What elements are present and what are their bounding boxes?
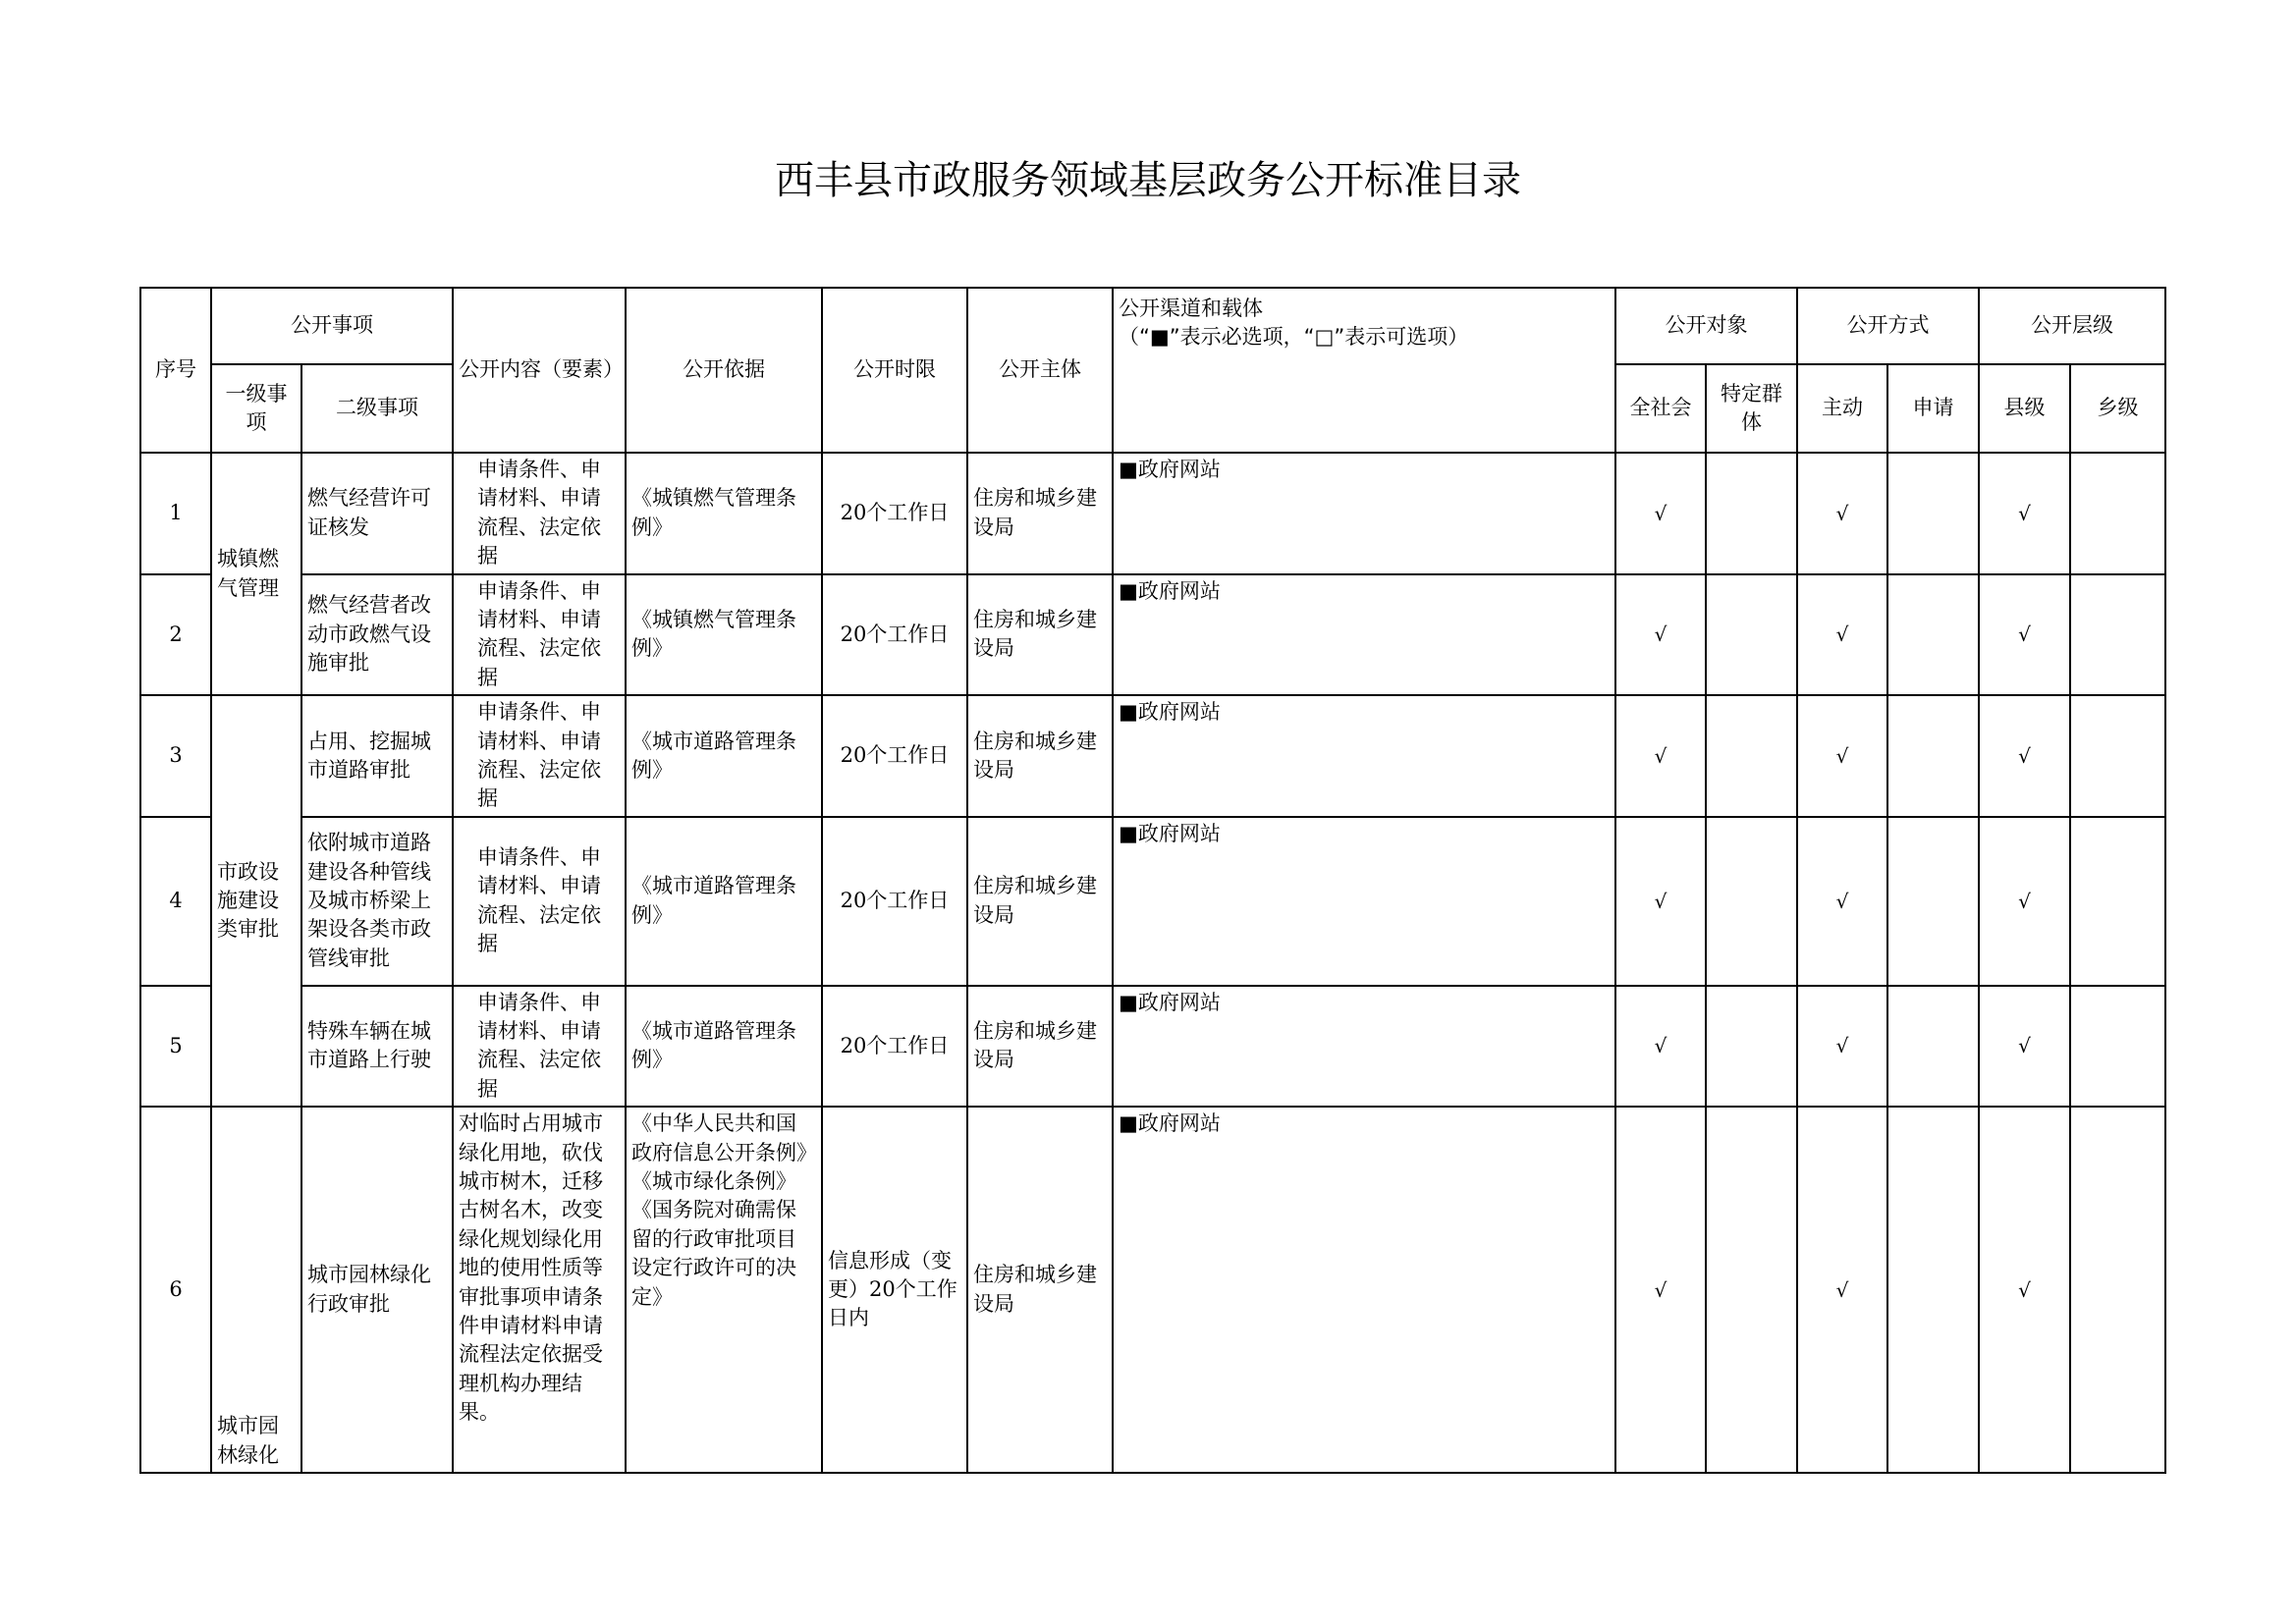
level-county-check: √ (1979, 695, 2070, 817)
subject-cell: 住房和城乡建设局 (967, 695, 1113, 817)
header-seq: 序号 (140, 288, 211, 453)
subject-cell: 住房和城乡建设局 (967, 817, 1113, 986)
catalog-table (139, 287, 2166, 1474)
header-channel-title: 公开渠道和载体 (1119, 297, 1263, 320)
level-township-check (2070, 453, 2165, 574)
header-subject: 公开主体 (967, 288, 1113, 453)
subject-cell: 住房和城乡建设局 (967, 986, 1113, 1108)
table-row (140, 453, 2165, 574)
header-row-1 (140, 288, 2165, 364)
subject-cell: 住房和城乡建设局 (967, 574, 1113, 696)
audience-all-check: √ (1615, 986, 1706, 1108)
basis-cell: 《城市道路管理条例》 (626, 986, 822, 1108)
group-cell-municipal: 市政设施建设类审批 (211, 695, 301, 1107)
content-cell: 申请条件、申请材料、申请流程、法定依据 (453, 817, 626, 986)
header-level-township: 乡级 (2070, 364, 2165, 453)
header-audience-specific: 特定群体 (1706, 364, 1797, 453)
table-row (140, 986, 2165, 1108)
audience-specific-check (1706, 817, 1797, 986)
subject-cell: 住房和城乡建设局 (967, 1107, 1113, 1473)
header-level2: 二级事项 (301, 364, 453, 453)
seq-cell: 2 (140, 574, 211, 696)
method-apply-check (1887, 817, 1979, 986)
item-cell: 依附城市道路建设各种管线及城市桥梁上架设各类市政管线审批 (301, 817, 453, 986)
header-method: 公开方式 (1797, 288, 1979, 364)
item-cell: 燃气经营许可证核发 (301, 453, 453, 574)
audience-specific-check (1706, 453, 1797, 574)
channel-cell: ■政府网站 (1113, 695, 1615, 817)
time-limit-cell: 20个工作日 (822, 986, 967, 1108)
table-row (140, 1107, 2165, 1473)
basis-cell: 《城市道路管理条例》 (626, 817, 822, 986)
header-channel-note: （“■”表示必选项，“□”表示可选项） (1119, 325, 1469, 350)
page-title: 西丰县市政服务领域基层政务公开标准目录 (775, 158, 1521, 203)
content-cell: 对临时占用城市绿化用地，砍伐城市树木，迁移古树名木，改变绿化规划绿化用地的使用性质等审批事项申请条件申请材料申请流程法定依据受理机构办理结果。 (453, 1107, 626, 1473)
header-time-limit: 公开时限 (822, 288, 967, 453)
header-channel (1113, 288, 1615, 453)
seq-cell: 6 (140, 1107, 211, 1473)
time-limit-cell: 20个工作日 (822, 574, 967, 696)
audience-specific-check (1706, 695, 1797, 817)
header-level-county: 县级 (1979, 364, 2070, 453)
channel-cell: ■政府网站 (1113, 1107, 1615, 1473)
time-limit-cell: 信息形成（变更）20个工作日内 (822, 1107, 967, 1473)
method-apply-check (1887, 1107, 1979, 1473)
seq-cell: 4 (140, 817, 211, 986)
level-township-check (2070, 986, 2165, 1108)
header-audience-all: 全社会 (1615, 364, 1706, 453)
level-township-check (2070, 695, 2165, 817)
level-county-check: √ (1979, 453, 2070, 574)
group-cell-garden: 城市园林绿化 (211, 1107, 301, 1473)
header-basis: 公开依据 (626, 288, 822, 453)
method-apply-check (1887, 986, 1979, 1108)
basis-cell: 《城镇燃气管理条例》 (626, 453, 822, 574)
channel-cell: ■政府网站 (1113, 574, 1615, 696)
seq-cell: 3 (140, 695, 211, 817)
header-level: 公开层级 (1979, 288, 2165, 364)
table-row (140, 574, 2165, 696)
audience-all-check: √ (1615, 817, 1706, 986)
level-county-check: √ (1979, 574, 2070, 696)
item-cell: 占用、挖掘城市道路审批 (301, 695, 453, 817)
method-active-check: √ (1797, 817, 1887, 986)
audience-specific-check (1706, 574, 1797, 696)
level-county-check: √ (1979, 817, 2070, 986)
subject-cell: 住房和城乡建设局 (967, 453, 1113, 574)
time-limit-cell: 20个工作日 (822, 817, 967, 986)
basis-cell: 《中华人民共和国政府信息公开条例》《城市绿化条例》《国务院对确需保留的行政审批项目设定行政许可的决定》 (626, 1107, 822, 1473)
audience-all-check: √ (1615, 453, 1706, 574)
basis-cell: 《城镇燃气管理条例》 (626, 574, 822, 696)
seq-cell: 5 (140, 986, 211, 1108)
method-active-check: √ (1797, 453, 1887, 574)
header-content: 公开内容（要素） (453, 288, 626, 453)
content-cell: 申请条件、申请材料、申请流程、法定依据 (453, 695, 626, 817)
audience-specific-check (1706, 1107, 1797, 1473)
table-row (140, 695, 2165, 817)
level-township-check (2070, 574, 2165, 696)
method-active-check: √ (1797, 1107, 1887, 1473)
time-limit-cell: 20个工作日 (822, 453, 967, 574)
header-method-active: 主动 (1797, 364, 1887, 453)
header-level1: 一级事项 (211, 364, 301, 453)
channel-cell: ■政府网站 (1113, 986, 1615, 1108)
content-cell: 申请条件、申请材料、申请流程、法定依据 (453, 453, 626, 574)
item-cell: 燃气经营者改动市政燃气设施审批 (301, 574, 453, 696)
method-active-check: √ (1797, 695, 1887, 817)
audience-all-check: √ (1615, 695, 1706, 817)
audience-specific-check (1706, 986, 1797, 1108)
method-apply-check (1887, 574, 1979, 696)
group-cell-gas: 城镇燃气管理 (211, 453, 301, 695)
header-method-apply: 申请 (1887, 364, 1979, 453)
content-cell: 申请条件、申请材料、申请流程、法定依据 (453, 986, 626, 1108)
item-cell: 特殊车辆在城市道路上行驶 (301, 986, 453, 1108)
level-township-check (2070, 817, 2165, 986)
method-apply-check (1887, 453, 1979, 574)
basis-cell: 《城市道路管理条例》 (626, 695, 822, 817)
method-apply-check (1887, 695, 1979, 817)
audience-all-check: √ (1615, 1107, 1706, 1473)
level-county-check: √ (1979, 1107, 2070, 1473)
content-cell: 申请条件、申请材料、申请流程、法定依据 (453, 574, 626, 696)
seq-cell: 1 (140, 453, 211, 574)
method-active-check: √ (1797, 986, 1887, 1108)
level-county-check: √ (1979, 986, 2070, 1108)
table-row (140, 817, 2165, 986)
channel-cell: ■政府网站 (1113, 453, 1615, 574)
channel-cell: ■政府网站 (1113, 817, 1615, 986)
time-limit-cell: 20个工作日 (822, 695, 967, 817)
audience-all-check: √ (1615, 574, 1706, 696)
header-audience: 公开对象 (1615, 288, 1797, 364)
method-active-check: √ (1797, 574, 1887, 696)
item-cell: 城市园林绿化行政审批 (301, 1107, 453, 1473)
level-township-check (2070, 1107, 2165, 1473)
header-matter: 公开事项 (211, 288, 453, 364)
